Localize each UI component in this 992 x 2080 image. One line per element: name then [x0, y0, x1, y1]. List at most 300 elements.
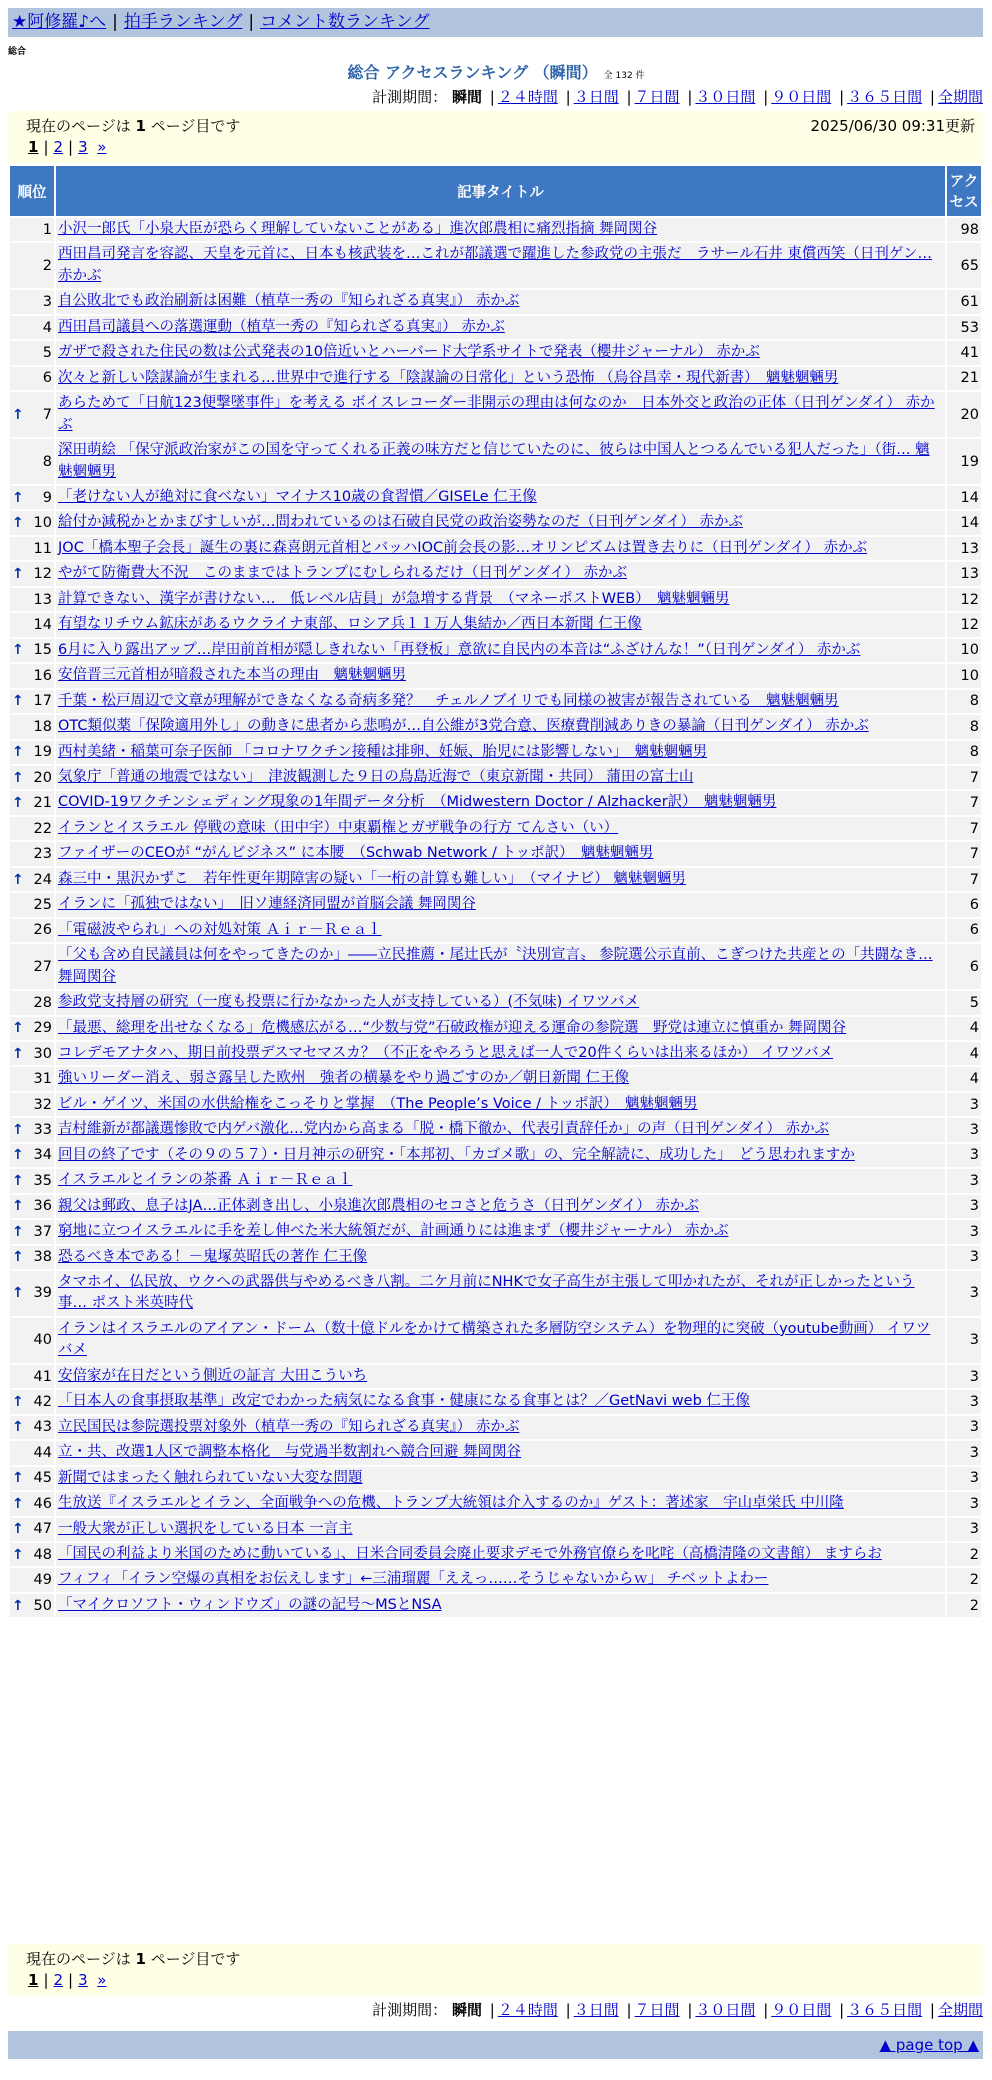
rank-cell: [10, 868, 54, 891]
table-row: [10, 562, 981, 585]
access-count: 13: [947, 537, 981, 560]
comment-ranking-link[interactable]: コメント数ランキング: [260, 12, 430, 32]
title-cell: [56, 817, 945, 840]
article-title-link[interactable]: イランに「孤独ではない」 旧ソ連経済同盟が首脳会議 舞岡関谷: [58, 896, 476, 913]
title-cell: [56, 486, 945, 509]
rank-number: 3: [42, 294, 52, 311]
title-cell: [56, 1246, 945, 1269]
access-count: 3: [947, 1467, 981, 1490]
rank-cell: [10, 1067, 54, 1090]
rank-number: 18: [33, 718, 52, 735]
page-link-2[interactable]: 2: [53, 138, 64, 156]
home-link[interactable]: ★阿修羅♪へ: [12, 12, 107, 32]
rank-cell: [10, 562, 54, 585]
rank-up-arrow-icon: ↑: [12, 1249, 24, 1266]
access-count: 3: [947, 1518, 981, 1541]
period-link-3d[interactable]: ３日間: [573, 88, 619, 106]
col-access-header: アクセス: [947, 166, 981, 216]
title-cell: [56, 1271, 945, 1316]
article-title-link[interactable]: 有望なリチウム鉱床があるウクライナ東部、ロシア兵１１万人集結か／西日本新聞 仁王像: [58, 616, 642, 633]
table-row: [10, 1441, 981, 1464]
article-title-link[interactable]: 恐るべき本である！－鬼塚英昭氏の著作 仁王像: [58, 1248, 368, 1265]
rank-number: 47: [33, 1521, 52, 1538]
rank-number: 6: [42, 370, 52, 387]
title-cell: [56, 893, 945, 916]
clap-ranking-link[interactable]: 拍手ランキング: [123, 12, 243, 32]
rank-cell: [10, 243, 54, 288]
table-row: [10, 1365, 981, 1388]
title-cell: [56, 919, 945, 942]
table-row: [10, 1271, 981, 1316]
rank-number: 31: [33, 1071, 52, 1088]
article-title-link[interactable]: イランはイスラエルのアイアン・ドーム（数十億ドルをかけて構築された多層防空システム）を物理的に突破（youtube動画） イワツバメ: [58, 1320, 931, 1359]
table-row: [10, 290, 981, 313]
article-title-link[interactable]: COVID-19ワクチンシェディング現象の1年間データ分析 （Midwestern Doctor / Alzhacker訳） 魑魅魍魎男: [58, 794, 777, 811]
rank-number: 39: [33, 1285, 52, 1302]
title-cell: [56, 1390, 945, 1413]
article-title-link[interactable]: 窮地に立つイスラエルに手を差し伸べた米大統領だが、計画通りには進まず（櫻井ジャーナル） 赤かぶ: [58, 1223, 729, 1240]
title-cell: [56, 791, 945, 814]
table-row: [10, 243, 981, 288]
title-cell: [56, 715, 945, 738]
table-row: [10, 1416, 981, 1439]
rank-up-arrow-icon: ↑: [12, 489, 24, 506]
rank-number: 36: [33, 1198, 52, 1215]
article-title-link[interactable]: 立民国民は参院選投票対象外（植草一秀の『知られざる真実』） 赤かぶ: [58, 1418, 520, 1435]
nav-separator: |: [112, 12, 118, 32]
pager-bottom: [8, 1944, 983, 1996]
rank-cell: [10, 1568, 54, 1591]
article-title-link[interactable]: 「マイクロソフト・ウィンドウズ」の謎の記号〜MSとNSA: [58, 1596, 442, 1613]
access-count: 13: [947, 562, 981, 585]
access-count: 4: [947, 1017, 981, 1040]
article-title-link[interactable]: 計算できない、漢字が書けない… 低レベル店員」が急増する背景 （マネーポストWEB） 魑魅魍魎男: [58, 590, 730, 607]
article-title-link[interactable]: 「電磁波やられ」への対処対策 Ａｉｒ－Ｒｅａｌ: [58, 921, 382, 938]
access-count: 41: [947, 341, 981, 364]
rank-up-arrow-icon: ↑: [12, 1470, 24, 1487]
rank-up-arrow-icon: ↑: [12, 1223, 24, 1240]
current-page-number: 1: [135, 1950, 146, 1968]
period-selector-bottom: [372, 1999, 983, 2020]
period-separator: |: [687, 2001, 693, 2019]
article-title-link[interactable]: 親父は郵政、息子はJA…正体剥き出し、小泉進次郎農相のセコさと危うさ（日刊ゲンダイ） 赤かぶ: [58, 1197, 699, 1214]
period-link-24h[interactable]: ２４時間: [497, 88, 558, 106]
page-separator: |: [68, 138, 74, 156]
article-title-link[interactable]: 給付か減税かとかまびすしいが…問われているのは石破自民党の政治姿勢なのだ（日刊ゲンダイ） 赤かぶ: [58, 514, 743, 531]
access-count: 14: [947, 486, 981, 509]
period-separator: |: [929, 2001, 935, 2019]
rank-up-arrow-icon: ↑: [12, 769, 24, 786]
access-count: 8: [947, 715, 981, 738]
article-title-link[interactable]: やがて防衛費大不況 このままではトランプにむしられるだけ（日刊ゲンダイ） 赤かぶ: [58, 565, 627, 582]
rank-number: 42: [33, 1394, 52, 1411]
page-links: [28, 1971, 106, 1989]
access-count: 3: [947, 1246, 981, 1269]
table-row: [10, 1042, 981, 1065]
period-separator: |: [565, 88, 571, 106]
rank-cell: [10, 1118, 54, 1141]
rank-cell: [10, 588, 54, 611]
title-cell: [56, 341, 945, 364]
article-title-link[interactable]: 強いリーダー消え、弱さ露呈した欧州 強者の横暴をやり過ごすのか／朝日新聞 仁王像: [58, 1070, 629, 1087]
table-row: [10, 639, 981, 662]
table-row: [10, 511, 981, 534]
rank-up-arrow-icon: ↑: [12, 1394, 24, 1411]
rank-up-arrow-icon: ↑: [12, 1546, 24, 1563]
table-row: [10, 690, 981, 713]
title-cell: [56, 588, 945, 611]
title-cell: [56, 868, 945, 891]
rank-number: 43: [33, 1419, 52, 1436]
page-separator: |: [43, 1971, 49, 1989]
access-count: 3: [947, 1416, 981, 1439]
article-title-link[interactable]: 「最悪、総理を出せなくなる」危機感広がる…“少数与党”石破政権が迎える運命の参院選 野党は連立に慎重か 舞岡関谷: [58, 1019, 847, 1036]
current-page-number: 1: [135, 117, 146, 135]
rank-number: 13: [33, 591, 52, 608]
article-title-link[interactable]: 「老けない人が絶対に食べない」マイナス10歳の食習慣／GISELe 仁王像: [58, 488, 537, 505]
rank-cell: [10, 991, 54, 1014]
title-cell: [56, 1416, 945, 1439]
rank-number: 23: [33, 846, 52, 863]
access-count: 61: [947, 290, 981, 313]
title-cell: [56, 1017, 945, 1040]
access-count: 3: [947, 1169, 981, 1192]
ranking-title: 総合 アクセスランキング （瞬間）: [347, 63, 598, 82]
table-row: [10, 1390, 981, 1413]
article-title-link[interactable]: 小沢一郎氏「小泉大臣が恐らく理解していないことがある」進次郎農相に痛烈指摘 舞岡関谷: [58, 221, 658, 237]
table-row: [10, 367, 981, 390]
rank-up-arrow-icon: ↑: [12, 1419, 24, 1436]
access-count: 53: [947, 316, 981, 339]
rank-cell: [10, 1220, 54, 1243]
period-link-7d[interactable]: ７日間: [634, 2001, 680, 2019]
col-title-header: 記事タイトル: [56, 166, 945, 216]
title-cell: [56, 664, 945, 687]
rank-cell: [10, 639, 54, 662]
pager-top: [8, 111, 983, 163]
rank-cell: [10, 842, 54, 865]
title-cell: [56, 562, 945, 585]
title-cell: [56, 1518, 945, 1541]
rank-number: 38: [33, 1249, 52, 1266]
title-cell: [56, 1118, 945, 1141]
table-row: [10, 1318, 981, 1363]
top-nav-bar: [8, 8, 983, 37]
period-separator: |: [626, 88, 632, 106]
rank-number: 37: [33, 1223, 52, 1240]
access-count: 12: [947, 613, 981, 636]
ranking-table: [8, 164, 983, 1619]
page-separator: |: [68, 1971, 74, 1989]
rank-up-arrow-icon: ↑: [12, 406, 24, 423]
table-row: [10, 1144, 981, 1167]
article-title-link[interactable]: 参政党支持層の研究（一度も投票に行かなかった人が支持している）(不気味) イワツバメ: [58, 994, 640, 1011]
period-link-3d[interactable]: ３日間: [573, 2001, 619, 2019]
rank-cell: [10, 290, 54, 313]
rank-cell: [10, 1169, 54, 1192]
table-row: [10, 1195, 981, 1218]
article-title-link[interactable]: 西田昌司発言を容認、天皇を元首に、日本も核武装を…これが都議選で躍進した参政党の主張だ ラサール石井 東償西笑（日刊ゲン… 赤かぶ: [58, 246, 933, 284]
rank-number: 27: [33, 958, 52, 975]
article-title-link[interactable]: あらためて「日航123便撃墜事件」を考える ボイスレコーダー非開示の理由は何なのか 日本外交と政治の正体（日刊ゲンダイ） 赤かぶ: [58, 395, 935, 433]
table-row: [10, 664, 981, 687]
rank-up-arrow-icon: ↑: [12, 1147, 24, 1164]
access-count: 19: [947, 439, 981, 484]
article-title-link[interactable]: 「国民の利益より米国のために動いている」、日米合同委員会廃止要求デモで外務官僚らを叱咤（高橋清隆の文書館） ますらお: [58, 1546, 882, 1563]
table-row: [10, 1518, 981, 1541]
rank-cell: [10, 1441, 54, 1464]
article-title-link[interactable]: 一般大衆が正しい選択をしている日本 一言主: [58, 1520, 353, 1537]
table-row: [10, 1169, 981, 1192]
access-count: 6: [947, 944, 981, 989]
page-title: [0, 60, 992, 83]
bottom-bar: [8, 2031, 983, 2059]
access-count: 65: [947, 243, 981, 288]
period-separator: |: [763, 88, 769, 106]
title-cell: [56, 1467, 945, 1490]
period-link-all[interactable]: 全期間: [937, 88, 983, 106]
title-cell: [56, 1220, 945, 1243]
period-link-all[interactable]: 全期間: [937, 2001, 983, 2019]
rank-up-arrow-icon: ↑: [12, 515, 24, 532]
rank-cell: [10, 218, 54, 241]
access-count: 20: [947, 392, 981, 437]
table-row: [10, 1220, 981, 1243]
article-title-link[interactable]: 回目の終了です（その９の５７）・日月神示の研究・「本邦初、「カゴメ歌」の、完全解読に、成功した」 どう思われますか: [58, 1146, 855, 1163]
rank-number: 24: [33, 871, 52, 888]
access-count: 10: [947, 639, 981, 662]
rank-number: 16: [33, 667, 52, 684]
table-row: [10, 486, 981, 509]
period-link-24h[interactable]: ２４時間: [497, 2001, 558, 2019]
table-row: [10, 893, 981, 916]
article-title-link[interactable]: イランとイスラエル 停戦の意味（田中宇）中東覇権とガザ戦争の行方 てんさい（い）: [58, 819, 619, 836]
table-row: [10, 1017, 981, 1040]
article-title-link[interactable]: 西田昌司議員への落選運動（植草一秀の『知られざる真実』） 赤かぶ: [58, 318, 505, 335]
rank-cell: [10, 439, 54, 484]
rank-cell: [10, 817, 54, 840]
table-row: [10, 842, 981, 865]
title-cell: [56, 613, 945, 636]
article-title-link[interactable]: 西村美緒・稲葉可奈子医師 「コロナワクチン接種は排卵、妊娠、胎児には影響しない」 魑魅魍魎男: [58, 743, 708, 760]
rank-cell: [10, 1492, 54, 1515]
rank-number: 29: [33, 1020, 52, 1037]
rank-number: 19: [33, 744, 52, 761]
table-row: [10, 791, 981, 814]
table-row: [10, 1118, 981, 1141]
rank-cell: [10, 1093, 54, 1116]
period-link-365d[interactable]: ３６５日間: [847, 88, 923, 106]
rank-number: 9: [42, 489, 52, 506]
rank-cell: [10, 341, 54, 364]
article-title-link[interactable]: コレデモアナタハ、期日前投票デスマセマスカ？（不正をやろうと思えば一人で20件くらいは出来るほか） イワツバメ: [58, 1044, 834, 1061]
rank-cell: [10, 715, 54, 738]
rank-number: 1: [42, 221, 52, 238]
table-row: [10, 537, 981, 560]
title-cell: [56, 1365, 945, 1388]
period-link-365d[interactable]: ３６５日間: [847, 2001, 923, 2019]
period-link-7d[interactable]: ７日間: [634, 88, 680, 106]
rank-number: 11: [33, 540, 52, 557]
section-tag: 総合: [8, 47, 27, 57]
item-count: 全 132 件: [603, 71, 645, 81]
page-next-link[interactable]: »: [97, 138, 107, 156]
table-row: [10, 218, 981, 241]
article-title-link[interactable]: ビル・ゲイツ、米国の水供給権をこっそりと掌握 （The People’s Voice / トッポ訳） 魑魅魍魎男: [58, 1095, 698, 1112]
page-current: 1: [28, 1971, 39, 1989]
access-count: 3: [947, 1441, 981, 1464]
period-label: 計測期間：: [372, 88, 448, 106]
page-link-2[interactable]: 2: [53, 1971, 64, 1989]
page-link-3[interactable]: 3: [78, 138, 88, 156]
period-link-90d[interactable]: ９０日間: [771, 2001, 832, 2019]
access-count: 7: [947, 842, 981, 865]
article-title-link[interactable]: 立・共、改選1人区で調整本格化 与党過半数割れへ競合回避 舞岡関谷: [58, 1444, 522, 1461]
title-cell: [56, 1169, 945, 1192]
rank-cell: [10, 1318, 54, 1363]
table-row: [10, 1246, 981, 1269]
period-link-30d[interactable]: ３０日間: [695, 2001, 756, 2019]
rank-up-arrow-icon: ↑: [12, 642, 24, 659]
rank-number: 33: [33, 1122, 52, 1139]
article-title-link[interactable]: 森三中・黒沢かずこ 若年性更年期障害の疑い「一桁の計算も難しい」 （マイナビ） 魑魅魍魎男: [58, 870, 686, 887]
page-next-link[interactable]: »: [97, 1971, 107, 1989]
rank-number: 41: [33, 1368, 52, 1385]
table-row: [10, 392, 981, 437]
rank-number: 2: [42, 257, 52, 274]
title-cell: [56, 1594, 945, 1617]
access-count: 2: [947, 1543, 981, 1566]
rank-cell: [10, 791, 54, 814]
access-count: 12: [947, 588, 981, 611]
rank-number: 35: [33, 1172, 52, 1189]
rank-cell: [10, 664, 54, 687]
article-title-link[interactable]: ガザで殺された住民の数は公式発表の10倍近いとハーバード大学系サイトで発表（櫻井ジャーナル） 赤かぶ: [58, 344, 760, 361]
article-title-link[interactable]: 安倍晋三元首相が暗殺された本当の理由 魑魅魍魎男: [58, 667, 406, 684]
title-cell: [56, 1093, 945, 1116]
article-title-link[interactable]: 自公敗北でも政治刷新は困難（植草一秀の『知られざる真実』） 赤かぶ: [58, 293, 520, 310]
table-row: [10, 316, 981, 339]
rank-up-arrow-icon: ↑: [12, 1521, 24, 1538]
title-cell: [56, 944, 945, 989]
rank-number: 10: [33, 515, 52, 532]
access-count: 21: [947, 367, 981, 390]
nav-separator: |: [248, 12, 255, 32]
access-count: 7: [947, 817, 981, 840]
rank-cell: [10, 1017, 54, 1040]
table-row: [10, 1467, 981, 1490]
period-separator: |: [565, 2001, 571, 2019]
access-count: 8: [947, 741, 981, 764]
article-title-link[interactable]: フィフィ「イラン空爆の真相をお伝えします」←三浦瑠麗「ええっ……そうじゃないからｗ」 チベットよわー: [58, 1571, 769, 1588]
access-count: 5: [947, 991, 981, 1014]
access-count: 7: [947, 766, 981, 789]
article-title-link[interactable]: JOC「橋本聖子会長」誕生の裏に森喜朗元首相とバッハIOC前会長の影…オリンピズムは置き去りに（日刊ゲンダイ） 赤かぶ: [58, 539, 868, 556]
period-separator: |: [687, 88, 693, 106]
rank-up-arrow-icon: ↑: [12, 1122, 24, 1139]
article-title-link[interactable]: 千葉・松戸周辺で文章が理解ができなくなる奇病多発？ チェルノブイリでも同様の被害が報告されている 魑魅魍魎男: [58, 692, 839, 709]
rank-number: 25: [33, 896, 52, 913]
page-info-suffix: ページ目です: [150, 117, 241, 135]
rank-number: 7: [42, 406, 52, 423]
article-title-link[interactable]: 次々と新しい陰謀論が生まれる…世界中で進行する「陰謀論の日常化」という恐怖 （烏谷昌幸・現代新書） 魑魅魍魎男: [58, 369, 839, 386]
article-title-link[interactable]: 生放送『イスラエルとイラン、全面戦争への危機、トランプ大統領は介入するのか』ゲスト：著述家 宇山卓栄氏 中川隆: [58, 1495, 844, 1512]
period-separator: |: [929, 88, 935, 106]
period-separator: |: [626, 2001, 632, 2019]
rank-up-arrow-icon: ↑: [12, 1285, 24, 1302]
rank-cell: [10, 537, 54, 560]
page-info-prefix: 現在のページは: [26, 1950, 131, 1968]
rank-number: 46: [33, 1495, 52, 1512]
article-title-link[interactable]: OTC類似薬「保険適用外し」の動きに患者から悲鳴が…自公維が3党合意、医療費削減ありきの暴論（日刊ゲンダイ） 赤かぶ: [58, 718, 869, 735]
rank-cell: [10, 1543, 54, 1566]
rank-cell: [10, 1390, 54, 1413]
rank-up-arrow-icon: ↑: [12, 1020, 24, 1037]
rank-number: 40: [33, 1332, 52, 1349]
rank-cell: [10, 1246, 54, 1269]
table-row: [10, 1093, 981, 1116]
period-link-30d[interactable]: ３０日間: [695, 88, 756, 106]
article-title-link[interactable]: 深田萌絵 「保守派政治家がこの国を守ってくれる正義の味方だと信じていたのに、彼らは中国人とつるんでいる犯人だった」（街… 魑魅魍魎男: [58, 442, 930, 480]
rank-up-arrow-icon: ↑: [12, 871, 24, 888]
rank-number: 15: [33, 642, 52, 659]
article-title-link[interactable]: ファイザーのCEOが “がんビジネス” に本腰 （Schwab Network / トッポ訳） 魑魅魍魎男: [58, 845, 654, 862]
page-current: 1: [28, 138, 39, 156]
access-count: 7: [947, 791, 981, 814]
article-title-link[interactable]: イスラエルとイランの茶番 Ａｉｒ－Ｒｅａｌ: [58, 1172, 353, 1189]
article-title-link[interactable]: 新聞ではまったく触れられていない大変な問題: [58, 1469, 363, 1486]
access-count: 3: [947, 1390, 981, 1413]
access-count: 3: [947, 1220, 981, 1243]
article-title-link[interactable]: 「父も含め自民議員は何をやってきたのか」――立民推薦・尾辻氏が〝決別宣言〟 参院選公示直前、こぎつけた共産との「共闘なき… 舞岡関谷: [58, 947, 933, 985]
access-count: 4: [947, 1042, 981, 1065]
rank-cell: [10, 1518, 54, 1541]
period-current: 瞬間: [451, 2001, 482, 2019]
title-cell: [56, 243, 945, 288]
rank-cell: [10, 486, 54, 509]
access-count: 3: [947, 1492, 981, 1515]
table-row: [10, 868, 981, 891]
page-info: [26, 1948, 240, 1969]
rank-up-arrow-icon: ↑: [12, 566, 24, 583]
page-separator: |: [43, 138, 49, 156]
rank-up-arrow-icon: ↑: [12, 795, 24, 812]
rank-cell: [10, 1042, 54, 1065]
updated-timestamp: 2025/06/30 09:31更新: [810, 117, 975, 135]
article-title-link[interactable]: 6月に入り露出アップ…岸田前首相が隠しきれない「再登板」意欲に自民内の本音は“ふざけんな！”（日刊ゲンダイ） 赤かぶ: [58, 641, 861, 658]
article-title-link[interactable]: 気象庁「普通の地震ではない」 津波観測した９日の鳥島近海で（東京新聞・共同） 蒲田の富士山: [58, 768, 694, 785]
table-row: [10, 715, 981, 738]
rank-up-arrow-icon: ↑: [12, 1198, 24, 1215]
table-row: [10, 1594, 981, 1617]
access-count: 2: [947, 1568, 981, 1591]
title-cell: [56, 290, 945, 313]
article-title-link[interactable]: 吉村維新が都議選惨敗で内ゲバ激化…党内から高まる「脱・橋下徹か、代表引責辞任か」の声（日刊ゲンダイ） 赤かぶ: [58, 1121, 830, 1138]
article-title-link[interactable]: 安倍家が在日だという側近の証言 大田こういち: [58, 1367, 368, 1384]
rank-number: 44: [33, 1444, 52, 1461]
period-selector-top: [372, 86, 983, 107]
page-top-link[interactable]: ▲ page top ▲: [879, 2036, 979, 2054]
article-title-link[interactable]: タマホイ、仏民放、ウクへの武器供与やめるべき八割。二ケ月前にNHKで女子高生が主張して叩かれたが、それが正しかったという事… ポスト米英時代: [58, 1274, 915, 1312]
table-row: [10, 439, 981, 484]
rank-cell: [10, 1195, 54, 1218]
rank-number: 14: [33, 616, 52, 633]
table-row: [10, 944, 981, 989]
period-link-90d[interactable]: ９０日間: [771, 88, 832, 106]
article-title-link[interactable]: 「日本人の食事摂取基準」改定でわかった病気になる食事・健康になる食事とは？／GetNavi web 仁王像: [58, 1393, 750, 1410]
page-link-3[interactable]: 3: [78, 1971, 88, 1989]
access-count: 14: [947, 511, 981, 534]
